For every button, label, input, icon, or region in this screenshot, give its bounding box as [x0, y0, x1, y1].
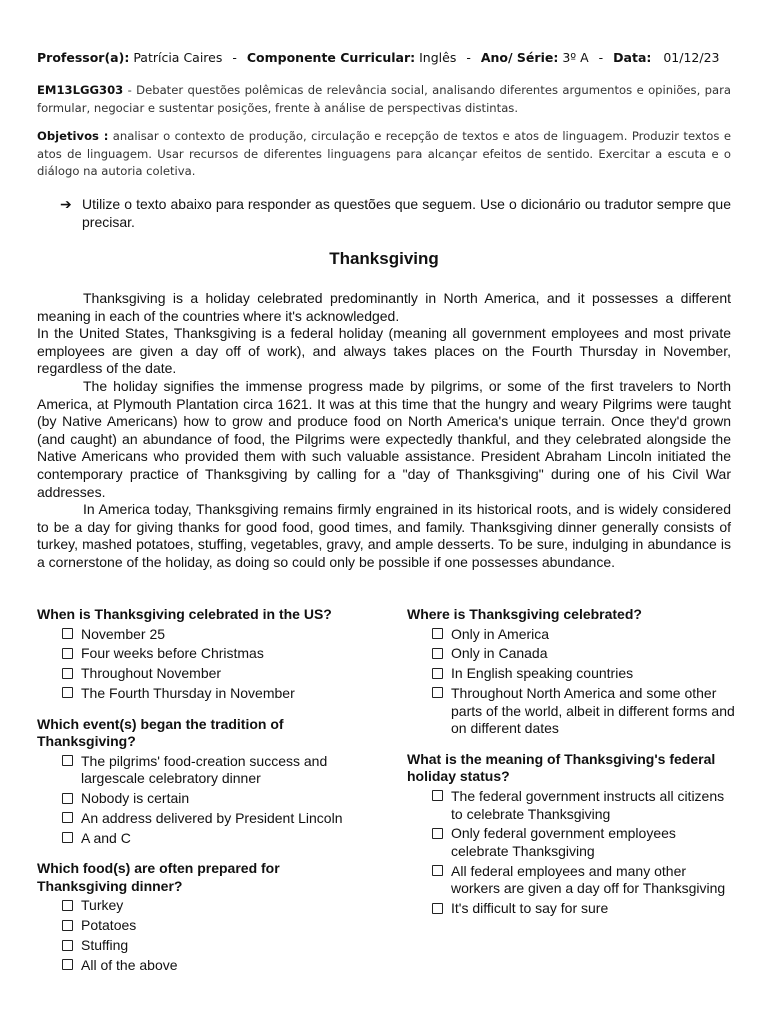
checkbox[interactable]	[62, 628, 73, 639]
teacher-label: Professor(a):	[37, 50, 130, 65]
question-block	[407, 606, 737, 738]
option-label: In English speaking countries	[451, 665, 634, 682]
option-label: Only federal government employees celebrate Thanksgiving	[451, 825, 676, 859]
answer-option[interactable]	[407, 626, 737, 644]
checkbox[interactable]	[62, 648, 73, 659]
question-text: What is the meaning of Thanksgiving's federal holiday status?	[407, 750, 716, 785]
checkbox[interactable]	[432, 648, 443, 659]
option-label: The pilgrims' food-creation success and largescale celebratory dinner	[81, 752, 328, 787]
checkbox[interactable]	[62, 755, 73, 766]
option-label: It's difficult to say for sure	[451, 900, 609, 917]
option-label: A and C	[81, 829, 131, 846]
answer-option[interactable]	[37, 753, 367, 788]
year-label: Ano/ Série:	[480, 50, 559, 65]
answer-option[interactable]	[407, 825, 737, 860]
article-paragraph: In the United States, Thanksgiving is a federal holiday (meaning all government employees and most private employees are given a day off of work), and always takes places on the Fourth Thursday in November, regardless of the date.	[37, 325, 731, 377]
checkbox[interactable]	[432, 687, 443, 698]
checkbox[interactable]	[62, 812, 73, 823]
option-label: An address delivered by President Lincoln	[81, 809, 343, 826]
header-separator: -	[232, 50, 237, 65]
instruction	[60, 195, 731, 231]
option-label: All of the above	[81, 956, 178, 973]
answer-option[interactable]	[37, 626, 367, 644]
option-label: Stuffing	[81, 937, 129, 953]
option-label: Four weeks before Christmas	[81, 645, 264, 662]
date-label: Data:	[613, 50, 652, 65]
option-label: November 25	[81, 625, 166, 642]
checkbox[interactable]	[62, 668, 73, 679]
article-paragraph: The holiday signifies the immense progress made by pilgrims, or some of the first travelers to North America, at Plymouth Plantation circa 1621. It was at this time that the hungry and weary Pilgrims were taught (by Native Americans) how to grow and produce food on North America's unique terrain. Once they'd grown (and caught) an abundance of food, the Pilgrims were expectedly thankful, and they celebrated alongside the Native Americans who provided them with such valuable assistance. President Abraham Lincoln initiated the contemporary practice of Thanksgiving by calling for a "day of Thanksgiving" during one of his Civil War addresses.	[37, 377, 731, 500]
option-label: The federal government instructs all citizens to celebrate Thanksgiving	[451, 787, 725, 822]
option-label: Nobody is certain	[81, 790, 190, 807]
article-body	[37, 290, 731, 572]
answer-option[interactable]	[37, 917, 367, 935]
answer-option[interactable]	[37, 957, 367, 975]
answer-option[interactable]	[407, 863, 737, 898]
option-label: Turkey	[81, 897, 124, 914]
teacher-name: Patrícia Caires	[133, 50, 223, 65]
option-label: All federal employees and many other workers are given a day off for Thanksgiving	[451, 862, 726, 897]
year-value: 3º A	[562, 50, 589, 65]
checkbox[interactable]	[432, 903, 443, 914]
checkbox[interactable]	[62, 920, 73, 931]
checkbox[interactable]	[432, 628, 443, 639]
instruction-text: Utilize o texto abaixo para responder as questões que seguem. Use o dicionário ou tradutor sempre que precisar.	[82, 196, 731, 230]
date-value: 01/12/23	[663, 50, 720, 65]
article-paragraph: In America today, Thanksgiving remains firmly engrained in its historical roots, and is widely considered to be a day for giving thanks for good food, good times, and family. Thanksgiving dinner generally consists of turkey, mashed potatoes, stuffing, vegetables, gravy, and ample desserts. To be sure, indulging in abundance is a cornerstone of the holiday, as doing so could only be possible if one possesses abundance.	[37, 501, 731, 570]
question-block	[407, 751, 737, 918]
option-label: Only in Canada	[451, 645, 548, 662]
header-separator: -	[598, 50, 604, 65]
article-title: Thanksgiving	[329, 249, 439, 268]
option-label: The Fourth Thursday in November	[81, 684, 295, 701]
checkbox[interactable]	[62, 959, 73, 970]
question-block	[37, 860, 367, 974]
header-separator: -	[466, 50, 471, 65]
question-text: When is Thanksgiving celebrated in the US?	[37, 606, 332, 622]
answer-option[interactable]	[37, 810, 367, 828]
checkbox[interactable]	[432, 790, 443, 801]
option-label: Throughout North America and some other parts of the world, albeit in different forms and on different dates	[451, 684, 735, 737]
answer-option[interactable]	[37, 897, 367, 915]
checkbox[interactable]	[62, 900, 73, 911]
checkbox[interactable]	[432, 828, 443, 839]
objectives	[37, 128, 731, 181]
checkbox[interactable]	[62, 832, 73, 843]
question-block	[37, 716, 367, 848]
option-label: Potatoes	[81, 917, 137, 934]
skill-text: - Debater questões polêmicas de relevância social, analisando diferentes argumentos e opiniões, para formular, negociar e sustentar posições, frente à análise de perspectivas distintas.	[37, 83, 731, 115]
question-text: Which event(s) began the tradition of Thanksgiving?	[37, 715, 284, 750]
questions-left-column	[37, 606, 367, 987]
checkbox[interactable]	[62, 793, 73, 804]
answer-option[interactable]	[37, 790, 367, 808]
question-block	[37, 606, 367, 703]
answer-option[interactable]	[37, 830, 367, 848]
objectives-text: analisar o contexto de produção, circulação e recepção de textos e atos de linguagem. Produzir textos e atos de linguagem. Usar recursos de diferentes linguagens para alcançar efeitos de sentido. Exercitar a escuta e o diálogo na autoria coletiva.	[37, 129, 731, 178]
skill-description	[37, 82, 731, 117]
option-label: Only in America	[451, 625, 550, 642]
answer-option[interactable]	[407, 685, 737, 738]
question-text: Where is Thanksgiving celebrated?	[407, 606, 642, 622]
answer-option[interactable]	[37, 645, 367, 663]
article-paragraph: Thanksgiving is a holiday celebrated predominantly in North America, and it possesses a different meaning in each of the countries where it's acknowledged.	[37, 290, 731, 324]
arrow-right-icon: ➔	[60, 196, 72, 212]
answer-option[interactable]	[407, 645, 737, 663]
skill-code: EM13LGG303	[37, 83, 124, 97]
checkbox[interactable]	[432, 865, 443, 876]
checkbox[interactable]	[62, 940, 73, 951]
question-text: Which food(s) are often prepared for Thanksgiving dinner?	[37, 860, 280, 894]
answer-option[interactable]	[37, 685, 367, 703]
worksheet-header	[37, 50, 719, 65]
answer-option[interactable]	[407, 665, 737, 683]
questions-right-column	[407, 606, 737, 931]
answer-option[interactable]	[407, 900, 737, 918]
checkbox[interactable]	[62, 687, 73, 698]
answer-option[interactable]	[37, 937, 367, 955]
subject-name: Inglês	[419, 50, 457, 65]
objectives-label: Objetivos :	[37, 129, 109, 143]
answer-option[interactable]	[407, 788, 737, 823]
option-label: Throughout November	[81, 665, 222, 682]
checkbox[interactable]	[432, 668, 443, 679]
answer-option[interactable]	[37, 665, 367, 683]
subject-label: Componente Curricular:	[246, 50, 416, 65]
